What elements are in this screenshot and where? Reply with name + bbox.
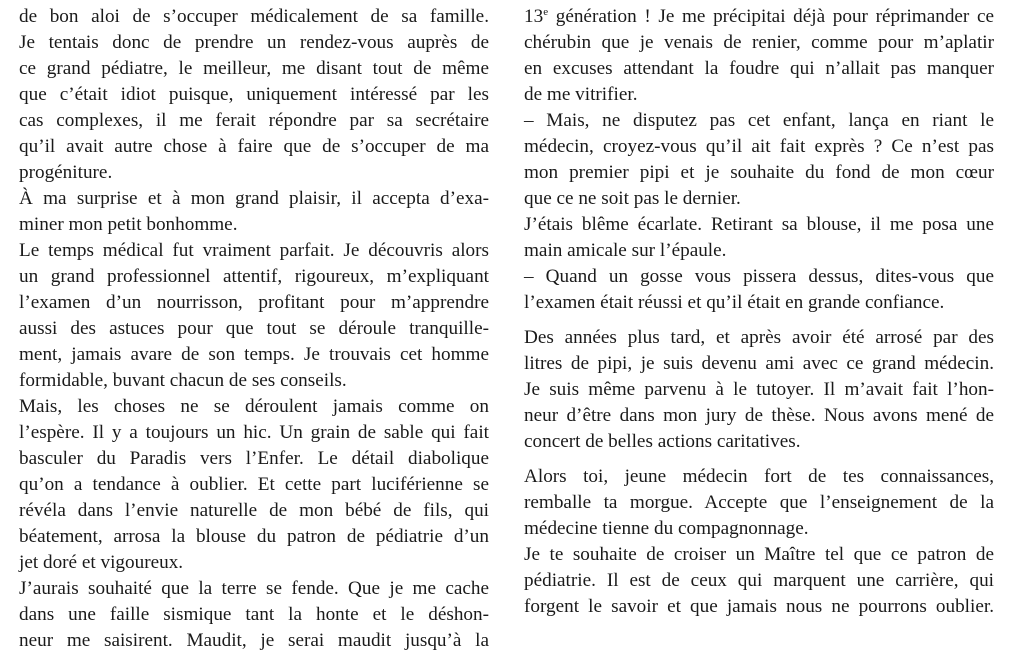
text-line: de me vitrifier. [524,84,638,105]
text-line: Le temps médical fut vraiment parfait. Je découvris alors [19,240,489,261]
text-line: qu’on a tendance à oublier. Et cette part luciférienne se [19,474,489,495]
text-line: ment, jamais avare de son temps. Je trouvais cet homme [19,344,489,365]
text-line: médecine tienne du compagnonnage. [524,518,809,539]
text-line: miner mon petit bonhomme. [19,214,238,235]
text-line: jet doré et vigoureux. [19,552,184,573]
text-line: forgent le savoir et que jamais nous ne pourrons oublier. [524,596,994,617]
text-line: Mais, les choses ne se déroulent jamais comme on [19,396,489,417]
text-line: À ma surprise et à mon grand plaisir, il accepta d’exa- [19,188,489,209]
text-line: qu’il avait autre chose à faire que de s’occuper de ma [19,136,489,157]
paragraph [524,30,994,316]
text-line: J’étais blême écarlate. Retirant sa blouse, il me posa une [524,214,994,235]
text-line: en excuses attendant la foudre qui n’allait pas manquer [524,58,994,79]
generation-number: 13 [524,6,544,27]
text-line: l’examen d’un nourrisson, profitant pour m’apprendre [19,292,489,313]
text-line: que ce ne soit pas le dernier. [524,188,741,209]
text-line: Je te souhaite de croiser un Maître tel que ce patron de [524,544,994,565]
right-column [524,4,994,620]
text-line: Je suis même parvenu à le tutoyer. Il m’avait fait l’hon- [524,379,994,400]
text-line: neur me saisirent. Maudit, je serai maudit jusqu’à la [19,630,489,651]
paragraph-gap [524,316,994,325]
ordinal-superscript: e [543,6,549,18]
text-line: de bon aloi de s’occuper médicalement de sa famille. [19,6,489,27]
text-line: remballe ta morgue. Accepte que l’enseignement de la [524,492,994,513]
text-line: Je tentais donc de prendre un rendez-vous auprès de [19,32,489,53]
paragraph [524,464,994,620]
text-line: médecin, croyez-vous qu’il ait fait exprès ? Ce n’est pas [524,136,994,157]
text-line: l’espère. Il y a toujours un hic. Un grain de sable qui fait [19,422,489,443]
text-line: dans une faille sismique tant la honte et le déshon- [19,604,489,625]
text-line: basculer du Paradis vers l’Enfer. Le détail diabolique [19,448,489,469]
text-line: aussi des astuces pour que tout se déroule tranquille- [19,318,489,339]
text-line: l’examen était réussi et qu’il était en grande confiance. [524,292,945,313]
text-line: – Mais, ne disputez pas cet enfant, lança en riant le [524,110,994,131]
text-line: Des années plus tard, et après avoir été arrosé par des [524,327,994,348]
paragraph [524,325,994,455]
text-line: béatement, arrosa la blouse du patron de pédiatrie d’un [19,526,489,547]
text-line: J’aurais souhaité que la terre se fende. Que je me cache [19,578,489,599]
left-column [19,4,489,654]
text-line: pédiatrie. Il est de ceux qui marquent une carrière, qui [524,570,994,591]
text-line: chérubin que je venais de renier, comme pour m’aplatir [524,32,994,53]
text-line: un grand professionnel attentif, rigoureux, m’expliquant [19,266,489,287]
text-line: que c’était idiot puisque, uniquement intéressé par les [19,84,489,105]
text-line: révéla dans l’envie naturelle de mon bébé de fils, qui [19,500,489,521]
text-line-rest: génération ! Je me précipitai déjà pour réprimander ce [548,6,994,27]
text-line: neur d’être dans mon jury de thèse. Nous avons mené de [524,405,994,426]
text-line [524,4,994,30]
text-line: formidable, buvant chacun de ses conseils. [19,370,347,391]
right-blocks [524,30,994,620]
text-line: Alors toi, jeune médecin fort de tes connaissances, [524,466,994,487]
text-line: progéniture. [19,162,113,183]
text-line: litres de pipi, je suis devenu ami avec ce grand médecin. [524,353,994,374]
text-line: ce grand pédiatre, le meilleur, me disant tout de même [19,58,489,79]
text-line: – Quand un gosse vous pissera dessus, dites-vous que [524,266,994,287]
text-line: cas complexes, il me ferait répondre par sa secrétaire [19,110,489,131]
paragraph-gap [524,455,994,464]
text-line: mon premier pipi et je souhaite du fond de mon cœur [524,162,994,183]
text-line: concert de belles actions caritatives. [524,431,801,452]
text-line: main amicale sur l’épaule. [524,240,727,261]
